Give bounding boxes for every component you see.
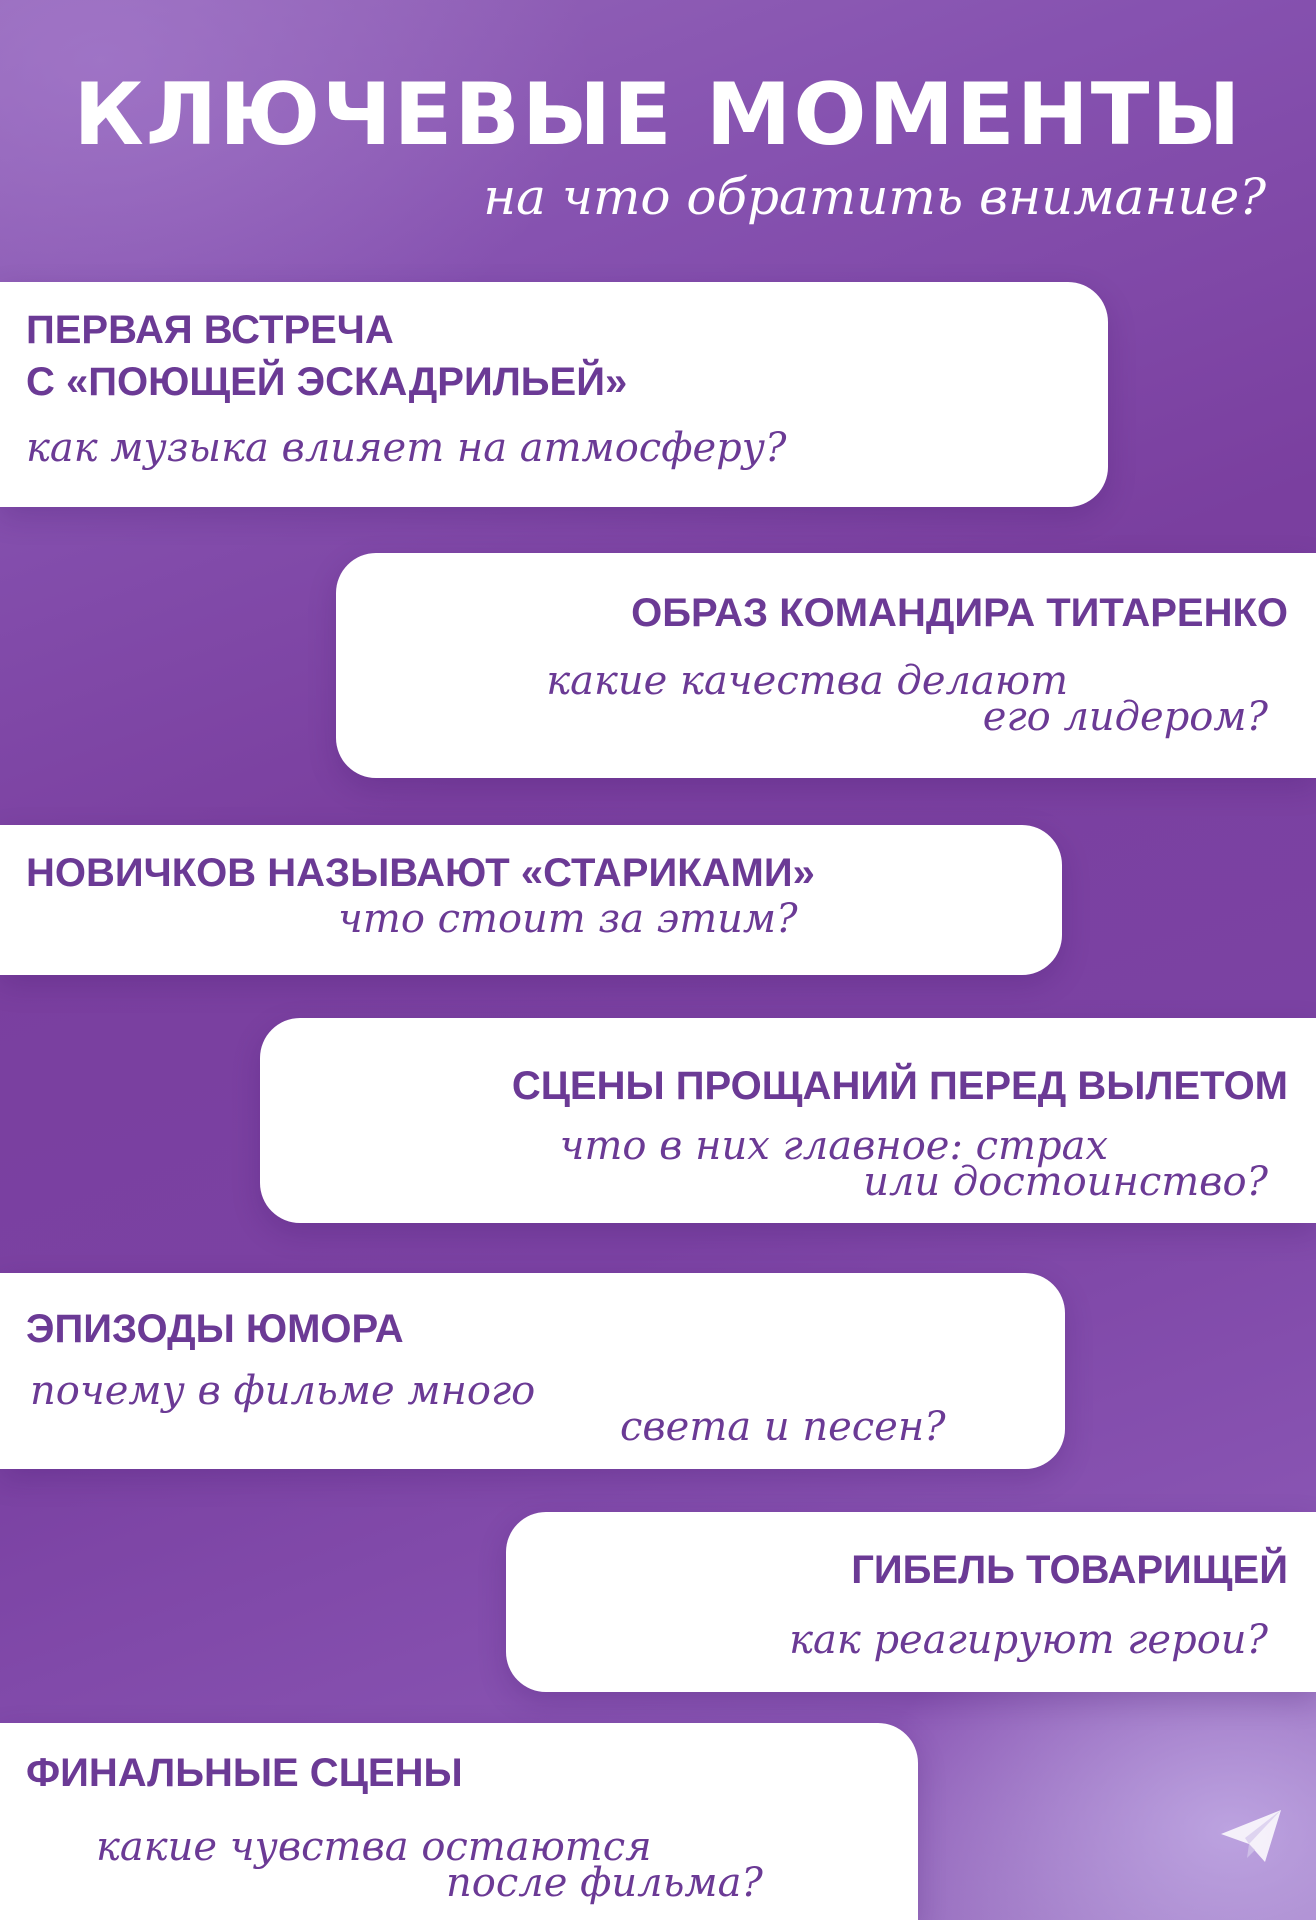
moment-card-farewells [260, 1018, 1316, 1223]
moment-card-commander [336, 553, 1316, 778]
card-title-line: ПЕРВАЯ ВСТРЕЧА [26, 308, 394, 352]
card-question [546, 658, 1268, 740]
card-question-line: что в них главное: страх [559, 1123, 1108, 1169]
card-title [26, 847, 815, 899]
moment-card-humor [0, 1273, 1065, 1469]
card-title [631, 587, 1288, 639]
card-title [26, 304, 627, 408]
card-title-line: ЭПИЗОДЫ ЮМОРА [26, 1307, 404, 1351]
moment-card-old-men [0, 825, 1062, 975]
card-question-line: почему в фильме много [30, 1368, 536, 1414]
card-question-line: света и песен? [620, 1404, 946, 1450]
card-title-line: СЦЕНЫ ПРОЩАНИЙ ПЕРЕД ВЫЛЕТОМ [511, 1064, 1288, 1108]
card-question [559, 1123, 1268, 1205]
page-subtitle: на что обратить внимание? [483, 168, 1266, 226]
card-title-line: НОВИЧКОВ НАЗЫВАЮТ «СТАРИКАМИ» [26, 851, 815, 895]
moment-card-comrades-death [506, 1512, 1316, 1692]
card-question-line: после фильма? [446, 1860, 763, 1906]
moment-card-final-scenes [0, 1723, 918, 1920]
moment-card-first-meeting [0, 282, 1108, 507]
card-question-line: его лидером? [982, 694, 1268, 740]
card-question [26, 425, 787, 471]
card-question [338, 896, 798, 942]
card-question-line: что стоит за этим? [338, 896, 798, 942]
card-question [96, 1824, 763, 1906]
card-title-line: ОБРАЗ КОМАНДИРА ТИТАРЕНКО [631, 591, 1288, 635]
card-title-line: ФИНАЛЬНЫЕ СЦЕНЫ [26, 1751, 463, 1795]
header [0, 0, 1316, 280]
card-question [30, 1368, 946, 1450]
paper-plane-icon [1215, 1800, 1287, 1872]
card-question-line: или достоинство? [863, 1159, 1268, 1205]
card-question [789, 1617, 1268, 1663]
card-title [512, 1060, 1288, 1112]
card-title [26, 1747, 463, 1799]
card-question-line: как реагируют герои? [789, 1617, 1268, 1663]
card-question-line: как музыка влияет на атмосферу? [26, 425, 787, 471]
card-title [26, 1303, 404, 1355]
page-title: КЛЮЧЕВЫЕ МОМЕНТЫ [73, 65, 1243, 165]
card-title-line: ГИБЕЛЬ ТОВАРИЩЕЙ [851, 1548, 1288, 1592]
card-title [851, 1544, 1288, 1596]
card-question-line: какие чувства остаются [96, 1824, 652, 1870]
card-title-line: С «ПОЮЩЕЙ ЭСКАДРИЛЬЕЙ» [26, 360, 628, 404]
card-question-line: какие качества делают [546, 658, 1068, 704]
